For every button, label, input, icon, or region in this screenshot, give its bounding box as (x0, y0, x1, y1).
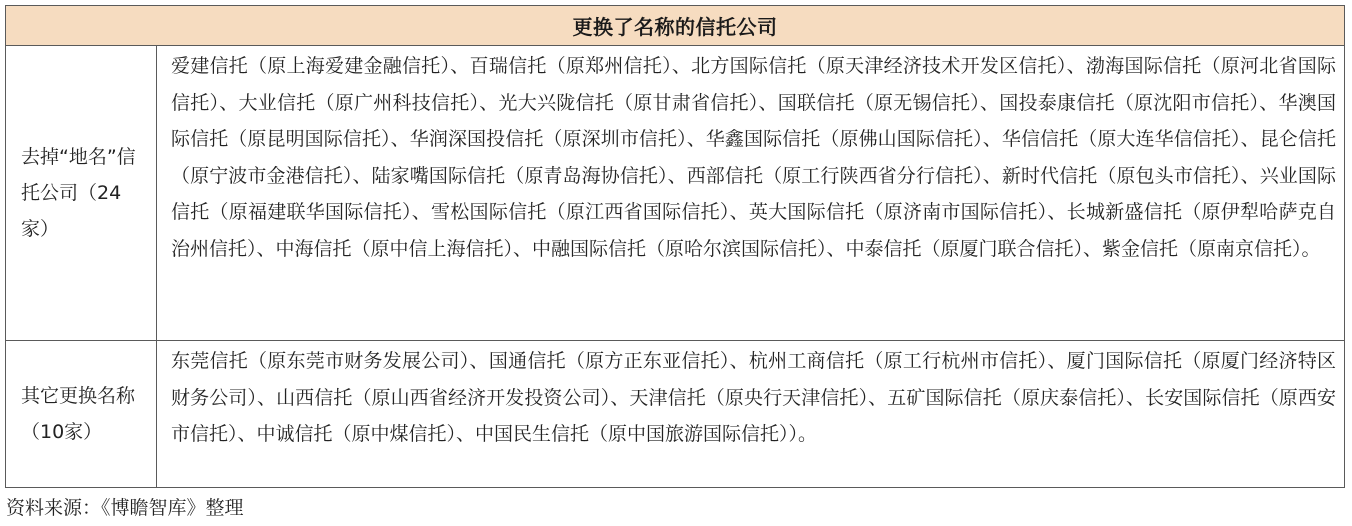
category-label: 其它更换名称（10家） (21, 385, 136, 443)
category-cell (6, 46, 157, 340)
description-cell: 爱建信托（原上海爱建金融信托）、百瑞信托（原郑州信托）、北方国际信托（原天津经济技术开发区信托）、渤海国际信托（原河北省国际信托）、大业信托（原广州科技信托）、光大兴陇信托（原甘肃省信托）、国联信托（原无锡信托）、国投泰康信托（原沈阳市信托）、华澳国际信托（原昆明国际信托）、华润深国投信托（原深圳市信托）、华鑫国际信托（原佛山国际信托）、华信信托（原大连华信信托）、昆仑信托（原宁波市金港信托）、陆家嘴国际信托（原青岛海协信托）、西部信托（原工行陕西省分行信托）、新时代信托（原包头市信托）、兴业国际信托（原福建联华国际信托）、雪松国际信托（原江西省国际信托）、英大国际信托（原济南市国际信托）、长城新盛信托（原伊犁哈萨克自治州信托）、中海信托（原中信上海信托）、中融国际信托（原哈尔滨国际信托）、中泰信托（原厦门联合信托）、紫金信托（原南京信托）。 (171, 55, 1336, 260)
table-row (6, 46, 1344, 340)
category-label: 去掉“地名”信托公司（24家） (21, 146, 136, 240)
category-cell (6, 341, 157, 487)
description-cell: 东莞信托（原东莞市财务发展公司）、国通信托（原方正东亚信托）、杭州工商信托（原工行杭州市信托）、厦门国际信托（原厦门经济特区财务公司）、山西信托（原山西省经济开发投资公司）、天津信托（原央行天津信托）、五矿国际信托（原庆泰信托）、长安国际信托（原西安市信托）、中诚信托（原中煤信托）、中国民生信托（原中国旅游国际信托））。 (171, 350, 1336, 446)
table-row (6, 340, 1344, 487)
table-title: 更换了名称的信托公司 (6, 6, 1344, 46)
source-note: 资料来源：《博瞻智库》整理 (6, 497, 244, 519)
renamed-trust-companies-table (5, 5, 1345, 488)
